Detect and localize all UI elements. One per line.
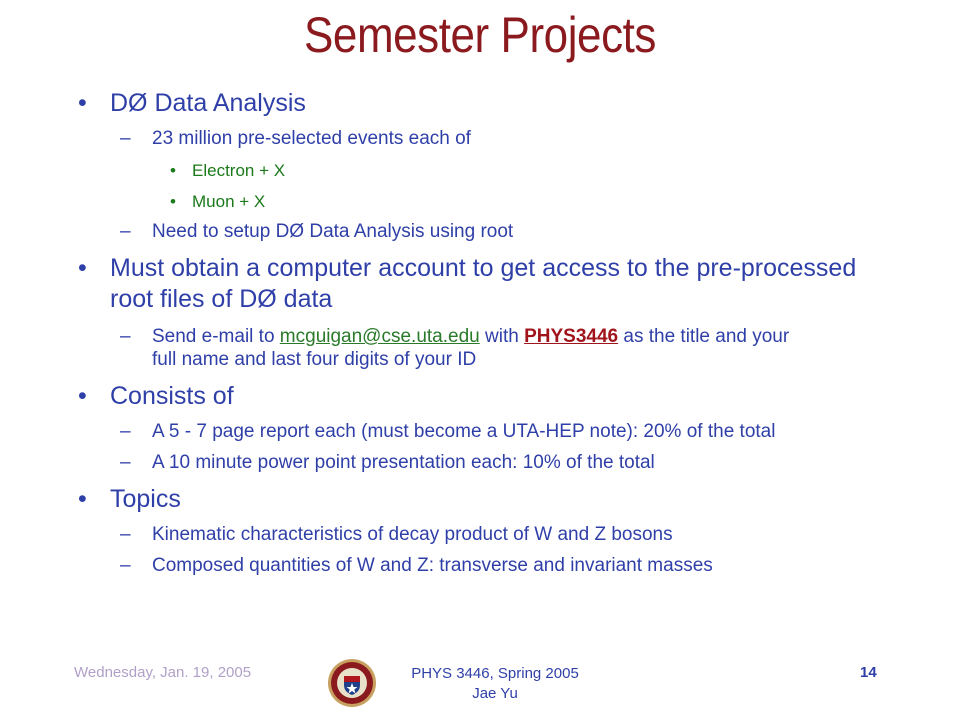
bullet-marker: • [78, 485, 87, 513]
email-link[interactable]: mcguigan@cse.uta.edu [279, 326, 480, 347]
sub-sub-bullet-muon [78, 191, 908, 212]
slide-body [78, 82, 908, 577]
sub-sub-bullet-text: Muon + X [192, 192, 266, 211]
bullet-text: DØ Data Analysis [110, 89, 306, 117]
send-line-2: full name and last four digits of your ID [152, 349, 477, 370]
sub-bullet-events [78, 127, 908, 150]
bullet-marker: • [78, 382, 87, 410]
sub-bullet-text: Need to setup DØ Data Analysis using root [152, 221, 514, 242]
footer-date: Wednesday, Jan. 19, 2005 [74, 664, 252, 681]
sub-sub-bullet-text: Electron + X [192, 161, 286, 180]
sub-bullet-text: A 10 minute power point presentation each: 10% of the total [152, 452, 655, 473]
sub-bullet-text: A 5 - 7 page report each (must become a UTA-HEP note): 20% of the total [152, 421, 776, 442]
dash-marker: – [120, 452, 131, 473]
dash-marker: – [120, 128, 131, 149]
send-mid-text: with [479, 326, 525, 347]
sub-sub-bullet-electron [78, 160, 908, 181]
sub-bullet-text: Kinematic characteristics of decay product of W and Z bosons [152, 524, 673, 545]
sub-bullet-text: Composed quantities of W and Z: transverse and invariant masses [152, 555, 713, 576]
bullet-marker: • [170, 192, 176, 211]
dash-marker: – [120, 524, 131, 545]
page-number: 14 [860, 664, 877, 681]
dash-marker: – [120, 326, 131, 347]
course-code: PHYS3446 [524, 326, 619, 347]
sub-bullet-composed [78, 554, 908, 577]
dash-marker: – [120, 421, 131, 442]
footer-course-line: PHYS 3446, Spring 2005 [411, 665, 579, 682]
send-post-text: as the title and your [618, 326, 790, 347]
dash-marker: – [120, 221, 131, 242]
bullet-computer-account [78, 253, 908, 315]
bullet-text: Consists of [110, 382, 234, 410]
sub-bullet-report [78, 420, 908, 443]
sub-bullet-send-email [78, 325, 908, 371]
footer-author: Jae Yu [472, 685, 518, 702]
sub-bullet-kinematic [78, 523, 908, 546]
bullet-marker: • [78, 89, 87, 117]
dash-marker: – [120, 555, 131, 576]
slide-title: Semester Projects [304, 7, 656, 63]
send-pre-text: Send e-mail to [152, 326, 280, 347]
sub-bullet-presentation [78, 451, 908, 474]
bullet-text-line-1: Must obtain a computer account to get access to the pre-processed [110, 254, 857, 282]
bullet-do-data-analysis [78, 88, 908, 119]
footer-course [395, 664, 595, 704]
bullet-text-line-2: root files of DØ data [110, 285, 333, 313]
bullet-marker: • [170, 161, 176, 180]
bullet-marker: • [78, 254, 87, 282]
bullet-text: Topics [110, 485, 181, 513]
university-seal-icon [327, 658, 377, 708]
sub-bullet-setup [78, 220, 908, 243]
bullet-topics [78, 484, 908, 515]
sub-bullet-text: 23 million pre-selected events each of [152, 128, 471, 149]
bullet-consists-of [78, 381, 908, 412]
